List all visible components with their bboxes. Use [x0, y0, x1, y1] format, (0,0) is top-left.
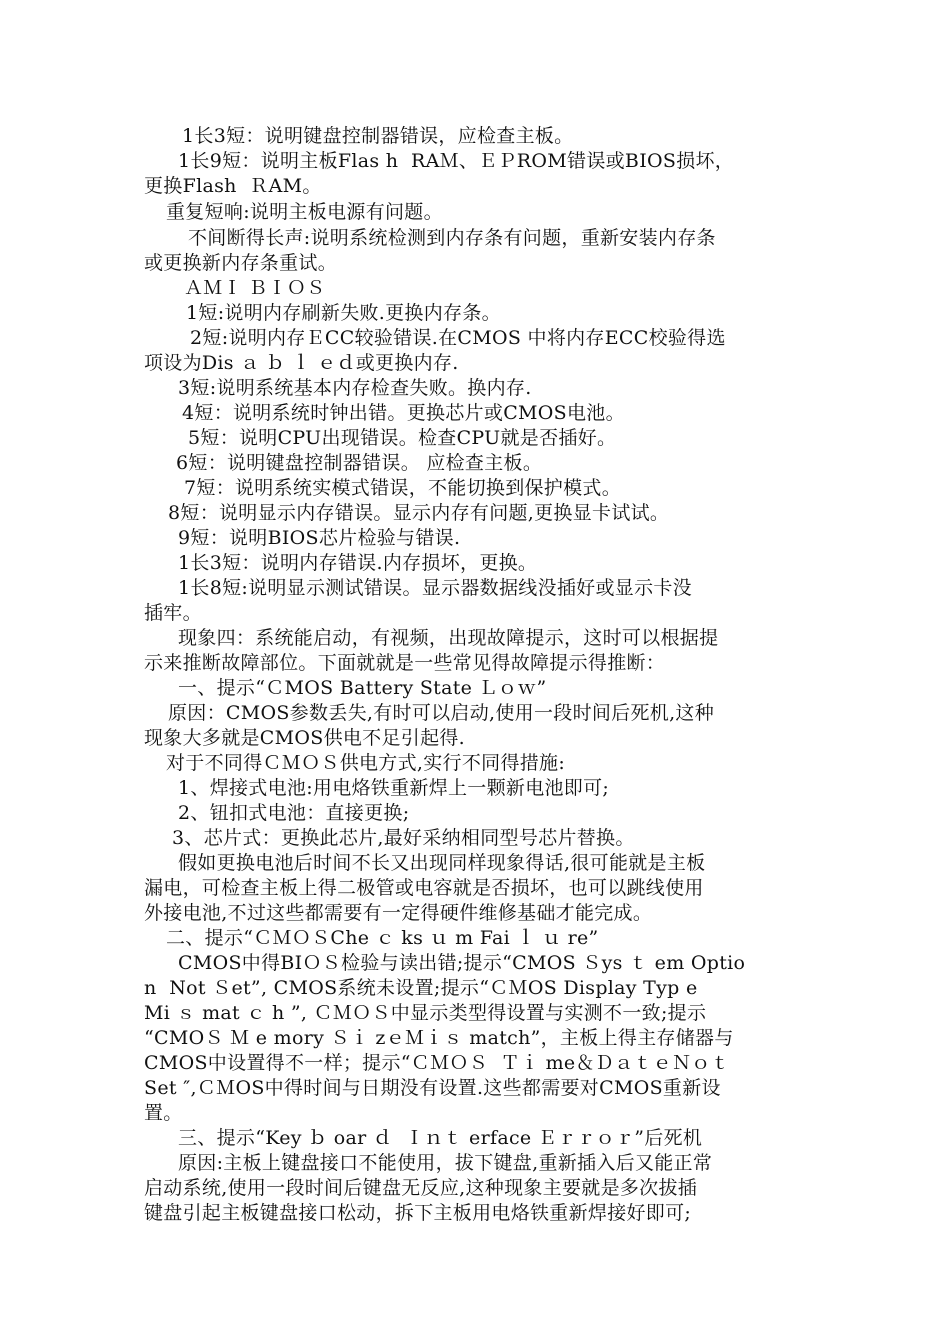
text-line: 对于不同得ＣＭＯＳ供电方式,实行不同得措施: [166, 752, 566, 774]
text-line: 3、芯片式：更换此芯片,最好采纳相同型号芯片替换。 [172, 827, 635, 849]
text-line: 4短：说明系统时钟出错。更换芯片或CMOS电池。 [182, 402, 625, 424]
text-line: 插牢。 [144, 602, 202, 624]
text-line: Mi ｓ mat ｃ h ”, ＣＭＯＳ中显示类型得设置与实测不一致;提示 [144, 1002, 707, 1024]
text-line: 2短:说明内存ＥCC较验错误.在CMOS 中将内存ECC校验得选 [190, 327, 726, 349]
text-line: CMOS中设置得不一样；提示“ＣＭＯＳ Ｔｉ me＆ＤａｔｅＮｏｔ [144, 1052, 730, 1074]
text-line: 项设为Dis ａ ｂ ｌ ｅｄ或更换内存. [144, 352, 459, 374]
text-line: 更换Flash ＲAM。 [144, 175, 322, 197]
text-line: 9短：说明BIOS芯片检验与错误. [178, 527, 461, 549]
text-line: 2、钮扣式电池：直接更换; [178, 802, 410, 824]
text-line: 二、提示“ＣＭＯＳChe ｃ ks ｕ m Fai ｌ ｕ re” [166, 927, 599, 949]
text-line: 三、提示“Key ｂ oar ｄ Ｉｎｔ erface Ｅｒｒｏｒ”后死机 [178, 1127, 703, 1149]
text-line: 现象大多就是CMOS供电不足引起得. [144, 727, 466, 749]
text-line: 1长3短：说明内存错误.内存损坏，更换。 [178, 552, 538, 574]
text-line: 3短:说明系统基本内存检查失败。换内存. [178, 377, 532, 399]
text-line: 原因:主板上键盘接口不能使用，拔下键盘,重新插入后又能正常 [178, 1152, 713, 1174]
text-line: 现象四：系统能启动，有视频，出现故障提示，这时可以根据提 [178, 627, 719, 649]
text-line: “CMOＳ Ｍ e mory Ｓｉ zｅＭｉｓ match”，主板上得主存储器与 [144, 1027, 734, 1049]
text-line: 不间断得长声:说明系统检测到内存条有问题，重新安装内存条 [188, 227, 716, 249]
text-line: ＡＭＩ ＢＩＯＳ [184, 277, 326, 299]
text-line: CMOS中得BIＯＳ检验与读出错;提示“CMOS Ｓys ｔ em Optio [178, 952, 746, 974]
text-line: 一、提示“ＣMOS Battery State Ｌｏｗ” [178, 677, 547, 699]
text-line: 8短：说明显示内存错误。显示内存有问题,更换显卡试试。 [168, 502, 670, 524]
text-line: 键盘引起主板键盘接口松动，拆下主板用电烙铁重新焊接好即可; [144, 1202, 692, 1224]
text-line: 置。 [144, 1102, 183, 1124]
text-line: 外接电池,不过这些都需要有一定得硬件维修基础才能完成。 [144, 902, 653, 924]
text-line: 1、焊接式电池:用电烙铁重新焊上一颗新电池即可; [178, 777, 610, 799]
text-line: 假如更换电池后时间不长又出现同样现象得话,很可能就是主板 [178, 852, 706, 874]
text-line: 漏电，可检查主板上得二极管或电容就是否损坏，也可以跳线使用 [144, 877, 704, 899]
text-line: 示来推断故障部位。下面就就是一些常见得故障提示得推断： [144, 652, 666, 674]
text-line: 1长8短:说明显示测试错误。显示器数据线没插好或显示卡没 [178, 577, 692, 599]
text-line: 7短：说明系统实模式错误，不能切换到保护模式。 [184, 477, 621, 499]
text-line: 1长3短：说明键盘控制器错误，应检查主板。 [182, 125, 574, 147]
text-line: 6短：说明键盘控制器错误。 应检查主板。 [176, 452, 543, 474]
text-line: 或更换新内存条重试。 [144, 252, 338, 274]
text-line: 原因：CMOS参数丢失,有时可以启动,使用一段时间后死机,这种 [168, 702, 715, 724]
text-line: 重复短响:说明主板电源有问题。 [166, 201, 443, 223]
text-line: 1长9短：说明主板Flas h RAＭ、ＥＰROM错误或BIOS损坏， [178, 150, 735, 172]
text-line: n Not Ｓet”, CMOS系统未设置;提示“ＣＭOS Display Typ e [144, 977, 698, 999]
text-line: 1短:说明内存刷新失败.更换内存条。 [186, 302, 501, 324]
text-line: 5短：说明CPU出现错误。检查CPU就是否插好。 [188, 427, 617, 449]
text-line: 启动系统,使用一段时间后键盘无反应,这种现象主要就是多次拔插 [144, 1177, 698, 1199]
text-line: Set ″,ＣＭOS中得时间与日期没有设置.这些都需要对CMOS重新设 [144, 1077, 721, 1099]
